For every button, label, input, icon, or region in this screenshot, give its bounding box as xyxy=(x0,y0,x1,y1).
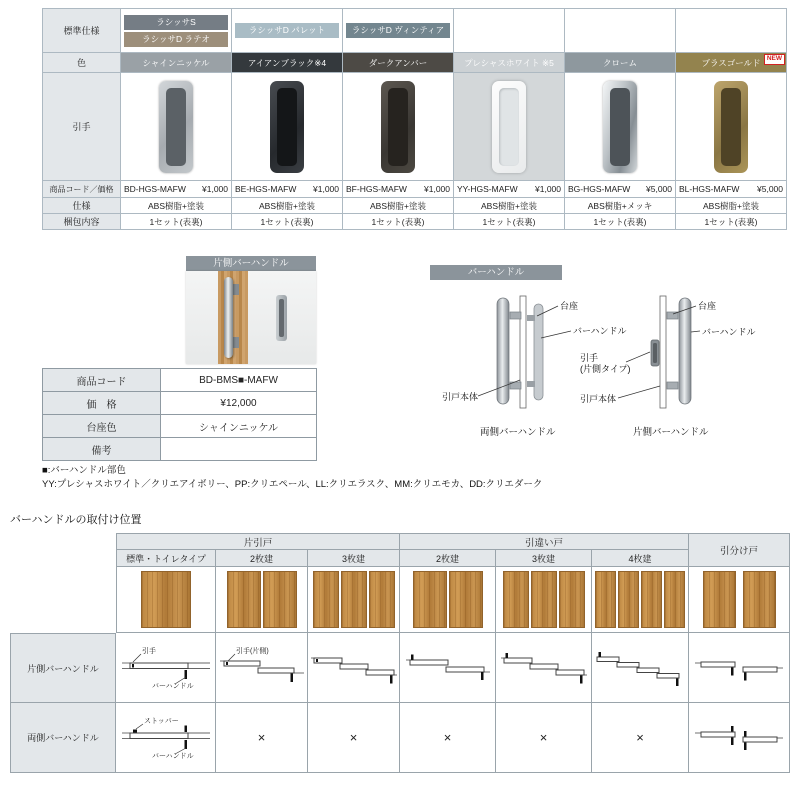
product-code: YY-HGS-MAFW xyxy=(457,184,518,194)
new-badge: NEW xyxy=(764,54,785,65)
pull-image-amber xyxy=(343,73,454,181)
diagram-one-side-hikiwake xyxy=(689,633,790,703)
door-panel xyxy=(618,571,639,628)
sub-header-4-panel: 4枚建 xyxy=(592,550,689,567)
door-panel xyxy=(313,571,339,628)
spec-value-price: ¥12,000 xyxy=(161,392,317,415)
sub-header-2-panel: 2枚建 xyxy=(216,550,308,567)
not-available-mark: × xyxy=(592,703,689,773)
material-cell: ABS樹脂+塗装 xyxy=(343,198,454,214)
sub-header-3-panel: 3枚建 xyxy=(496,550,592,567)
series-badge-lasissa-d-vintia: ラシッサD ヴィンティア xyxy=(346,23,450,38)
door-panel xyxy=(743,571,776,628)
label-daiza-right: 台座 xyxy=(698,301,717,311)
diagram-one-side-4panel xyxy=(592,633,689,703)
mount-plate-bottom xyxy=(232,337,239,348)
series-cell-empty xyxy=(565,9,676,53)
pull-handle-black xyxy=(270,81,304,173)
label-bar-right: バーハンドル xyxy=(702,327,756,337)
material-cell: ABS樹脂+塗装 xyxy=(232,198,343,214)
color-cell-chrome: クローム xyxy=(565,53,676,73)
door-panel xyxy=(341,571,367,628)
series-cell-empty xyxy=(454,9,565,53)
product-code: BF-HGS-MAFW xyxy=(346,184,407,194)
group-header-hikichigaido: 引違い戸 xyxy=(400,533,689,550)
price: ¥5,000 xyxy=(646,184,672,194)
svg-text:バーハンドル: バーハンドル xyxy=(151,682,194,690)
bar-handle-section xyxy=(0,252,800,464)
group-header-hikiwakedo: 引分け戸 xyxy=(689,533,790,567)
mount-table-title: バーハンドルの取付け位置 xyxy=(10,514,142,526)
svg-text:引手: 引手 xyxy=(141,647,156,655)
material-cell: ABS樹脂+塗装 xyxy=(121,198,232,214)
door-image-4panel xyxy=(595,571,685,628)
series-badge-lasissa-d-palette: ラシッサD パレット xyxy=(235,23,339,38)
row-header-material: 仕様 xyxy=(43,198,121,214)
door-image-cell xyxy=(592,567,689,633)
product-code: BL-HGS-MAFW xyxy=(679,184,740,194)
row-header-code-price: 商品コード／価格 xyxy=(43,181,121,198)
package-cell: 1セット(表裏) xyxy=(232,214,343,230)
metal-bar-handle xyxy=(224,277,233,358)
diagram-one-side-2panel-hikichigai xyxy=(400,633,496,703)
code-price-cell xyxy=(676,181,787,198)
bar-back-left xyxy=(534,304,543,400)
door-image-cell xyxy=(496,567,592,633)
spec-label-base-color: 台座色 xyxy=(43,415,161,438)
row-header-pull-handle: 引手 xyxy=(43,73,121,181)
material-cell: ABS樹脂+メッキ xyxy=(565,198,676,214)
color-name-brass-gold: ブラスゴールド xyxy=(701,57,761,68)
price: ¥1,000 xyxy=(313,184,339,194)
diagram-one-side-2panel xyxy=(216,633,308,703)
not-available-mark: × xyxy=(308,703,400,773)
code-price-cell xyxy=(121,181,232,198)
spec-value-product-code: BD-BMS■-MAFW xyxy=(161,369,317,392)
corner-cell xyxy=(10,533,116,633)
bracket xyxy=(527,381,535,387)
door-image-2panel xyxy=(227,571,297,628)
color-cell-shine-nickel: シャインニッケル xyxy=(121,53,232,73)
spec-value-remarks xyxy=(161,438,317,461)
door-panel xyxy=(449,571,483,628)
door-panel xyxy=(664,571,685,628)
color-cell-dark-amber: ダークアンバー xyxy=(343,53,454,73)
color-cell-precious-white: プレシャスホワイト ※5 xyxy=(454,53,565,73)
door-image-3panel xyxy=(313,571,395,628)
series-badge-lasissa-d-lateo: ラシッサD ラテオ xyxy=(124,32,228,47)
package-cell: 1セット(表裏) xyxy=(121,214,232,230)
diagram-one-side-3panel xyxy=(308,633,400,703)
series-cell-1 xyxy=(121,9,232,53)
door-panel xyxy=(595,571,616,628)
not-available-mark: × xyxy=(496,703,592,773)
package-cell: 1セット(表裏) xyxy=(676,214,787,230)
door-panel xyxy=(531,571,557,628)
bar-front-right xyxy=(679,298,691,404)
door-image-cell xyxy=(308,567,400,633)
spec-label-price: 価 格 xyxy=(43,392,161,415)
group-header-kata-hikido: 片引戸 xyxy=(116,533,400,550)
door-panel xyxy=(641,571,662,628)
series-cell-2 xyxy=(232,9,343,53)
diagram-both-side-hikiwake xyxy=(689,703,790,773)
price: ¥1,000 xyxy=(535,184,561,194)
series-badge-lasissa-s: ラシッサS xyxy=(124,15,228,30)
pull-handle-chrome xyxy=(603,81,637,173)
row-label-both-side: 両側バーハンドル xyxy=(10,703,116,773)
diagram-one-side-3panel-hikichigai xyxy=(496,633,592,703)
one-side-bar-handle-header: 片側バーハンドル xyxy=(186,256,316,271)
door-image-cell xyxy=(116,567,216,633)
svg-text:ストッパー: ストッパー xyxy=(143,717,179,725)
pull-image-black xyxy=(232,73,343,181)
door-panel xyxy=(503,571,529,628)
sub-header-standard-toilet: 標準・トイレタイプ xyxy=(116,550,216,567)
footnotes xyxy=(42,464,542,492)
diagram-both-side-standard xyxy=(116,703,216,773)
label-body-left: 引戸本体 xyxy=(442,392,479,402)
material-cell: ABS樹脂+塗装 xyxy=(676,198,787,214)
product-code: BD-HGS-MAFW xyxy=(124,184,186,194)
caption-both-side: 両側バーハンドル xyxy=(480,427,556,438)
code-price-cell xyxy=(232,181,343,198)
material-cell: ABS樹脂+塗装 xyxy=(454,198,565,214)
price: ¥5,000 xyxy=(757,184,783,194)
door-panel xyxy=(703,571,736,628)
pull-handle-nickel xyxy=(159,81,193,173)
door-image-cell xyxy=(689,567,790,633)
package-cell: 1セット(表裏) xyxy=(343,214,454,230)
base-plate xyxy=(510,312,521,319)
label-body-right: 引戸本体 xyxy=(580,394,617,404)
pull-image-chrome xyxy=(565,73,676,181)
label-hikite-type-1: 引手 xyxy=(580,353,599,363)
product-code: BE-HGS-MAFW xyxy=(235,184,297,194)
sub-header-2-panel: 2枚建 xyxy=(400,550,496,567)
door-image-3panel xyxy=(503,571,585,628)
pull-image-nickel xyxy=(121,73,232,181)
recessed-pull-inner xyxy=(653,343,657,363)
series-cell-3 xyxy=(343,9,454,53)
diagram-one-side-standard xyxy=(116,633,216,703)
package-cell: 1セット(表裏) xyxy=(454,214,565,230)
bar-handle-spec-table xyxy=(42,368,317,461)
door-image-2panel xyxy=(413,571,483,628)
pull-handle-amber xyxy=(381,81,415,173)
bar-handle-diagram xyxy=(428,282,773,454)
spec-value-base-color: シャインニッケル xyxy=(161,415,317,438)
recessed-pull-side xyxy=(276,295,287,341)
code-price-cell xyxy=(454,181,565,198)
bar-handle-photo xyxy=(186,271,316,364)
price: ¥1,000 xyxy=(202,184,228,194)
bar-handle-diagram-header: バーハンドル xyxy=(430,265,562,280)
spec-label-product-code: 商品コード xyxy=(43,369,161,392)
mount-plate-top xyxy=(232,284,239,295)
sub-header-3-panel: 3枚建 xyxy=(308,550,400,567)
not-available-mark: × xyxy=(400,703,496,773)
door-panel xyxy=(369,571,395,628)
mount-position-table xyxy=(10,533,790,773)
spec-label-remarks: 備考 xyxy=(43,438,161,461)
pull-handle-white xyxy=(492,81,526,173)
door-panel xyxy=(227,571,261,628)
pull-handle-brass xyxy=(714,81,748,173)
row-header-standard-spec: 標準仕様 xyxy=(43,9,121,53)
footnote-1: ■:バーハンドル部色 xyxy=(42,465,126,476)
label-hikite-type-2: (片側タイプ) xyxy=(580,364,631,374)
door-image-parting xyxy=(703,571,776,628)
door-panel xyxy=(559,571,585,628)
row-header-package: 梱包内容 xyxy=(43,214,121,230)
not-available-mark: × xyxy=(216,703,308,773)
door-panel xyxy=(413,571,447,628)
label-daiza-left: 台座 xyxy=(560,301,579,311)
door-panel xyxy=(141,571,191,628)
series-cell-empty xyxy=(676,9,787,53)
pull-image-white xyxy=(454,73,565,181)
row-header-color: 色 xyxy=(43,53,121,73)
svg-text:バーハンドル: バーハンドル xyxy=(151,752,194,760)
bracket xyxy=(527,315,535,321)
product-spec-table xyxy=(42,8,787,230)
door-panel-right xyxy=(660,296,666,408)
price: ¥1,000 xyxy=(424,184,450,194)
door-image-single xyxy=(141,571,191,628)
color-cell-brass-gold xyxy=(676,53,787,73)
product-code: BG-HGS-MAFW xyxy=(568,184,631,194)
door-panel xyxy=(263,571,297,628)
door-image-cell xyxy=(216,567,308,633)
door-image-cell xyxy=(400,567,496,633)
row-label-one-side: 片側バーハンドル xyxy=(10,633,116,703)
svg-text:引手(片側): 引手(片側) xyxy=(235,647,269,655)
code-price-cell xyxy=(565,181,676,198)
package-cell: 1セット(表裏) xyxy=(565,214,676,230)
base-plate xyxy=(667,382,678,389)
caption-one-side: 片側バーハンドル xyxy=(633,427,709,438)
label-bar-left: バーハンドル xyxy=(573,326,627,336)
code-price-cell xyxy=(343,181,454,198)
color-cell-iron-black: アイアンブラック※4 xyxy=(232,53,343,73)
pull-image-brass xyxy=(676,73,787,181)
footnote-2: YY:プレシャスホワイト／クリエアイボリー、PP:クリエペール、LL:クリエラスク、MM:クリエモカ、DD:クリエダーク xyxy=(42,479,543,490)
